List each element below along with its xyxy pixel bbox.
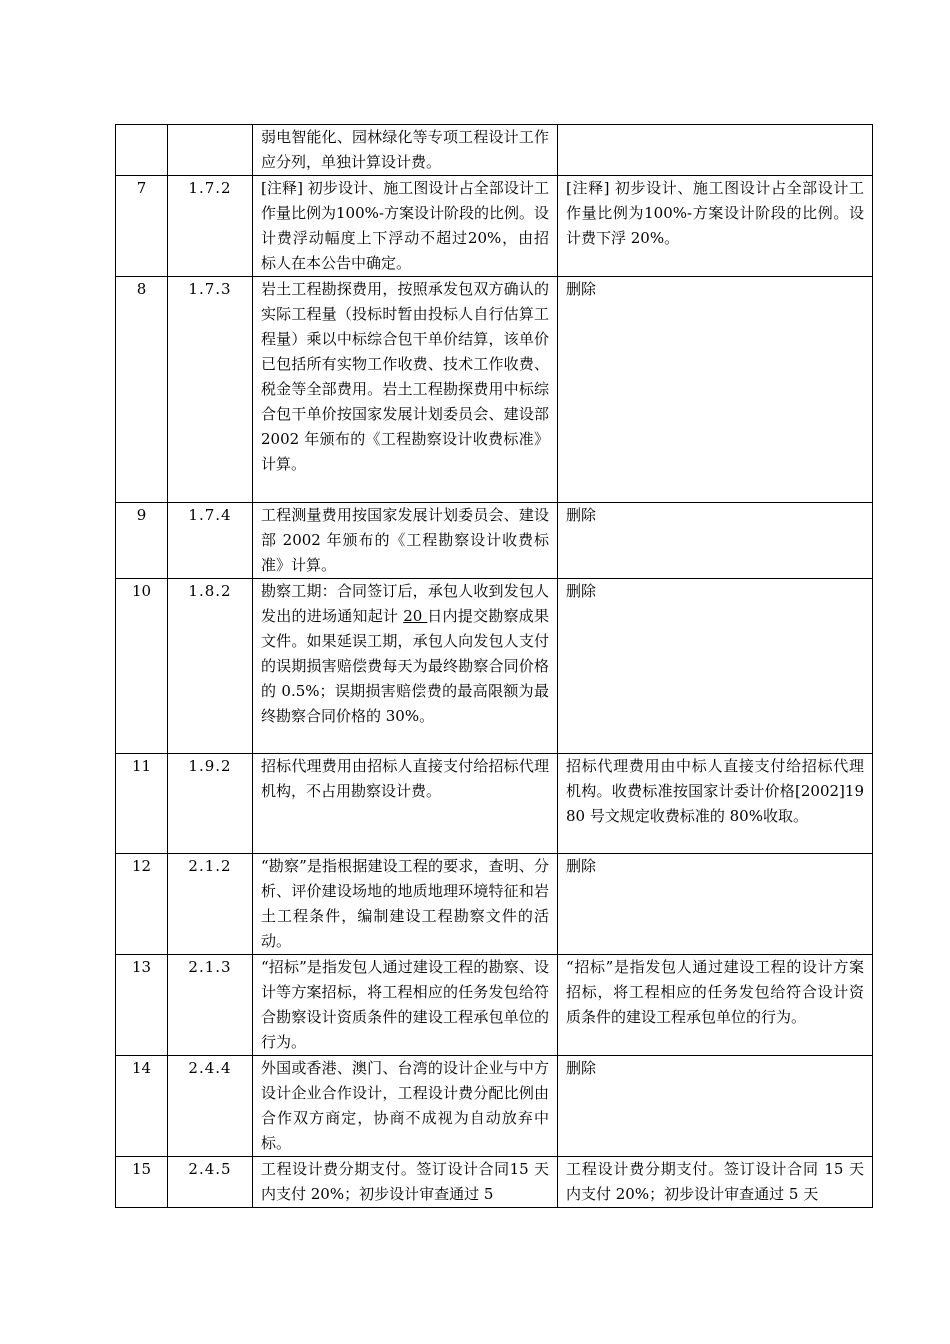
revised-text: 删除 [558, 503, 873, 579]
table-row [116, 955, 873, 1056]
table-row [116, 1056, 873, 1157]
revised-text: “招标”是指发包人通过建设工程的设计方案招标，将工程相应的任务发包给符合设计资质条件的建设工程承包单位的行为。 [558, 955, 873, 1056]
original-text: 弱电智能化、园林绿化等专项工程设计工作应分列，单独计算设计费。 [253, 125, 558, 176]
table-row [116, 579, 873, 754]
row-number: 12 [116, 854, 168, 955]
revised-text: 工程设计费分期支付。签订设计合同 15 天内支付 20%；初步设计审查通过 5 天 [558, 1157, 873, 1208]
revised-text: 删除 [558, 579, 873, 754]
table-row [116, 1157, 873, 1208]
revised-text: [注释] 初步设计、施工图设计占全部设计工作量比例为100%-方案设计阶段的比例。设计费下浮 20%。 [558, 176, 873, 277]
row-number: 14 [116, 1056, 168, 1157]
table-row [116, 125, 873, 176]
row-number: 13 [116, 955, 168, 1056]
revised-text: 删除 [558, 277, 873, 503]
original-text: 工程测量费用按国家发展计划委员会、建设部 2002 年颁布的《工程勘察设计收费标准》计算。 [253, 503, 558, 579]
original-text: “勘察”是指根据建设工程的要求，查明、分析、评价建设场地的地质地理环境特征和岩土工程条件，编制建设工程勘察文件的活动。 [253, 854, 558, 955]
clause-number: 2.1.2 [168, 854, 253, 955]
row-number: 7 [116, 176, 168, 277]
original-text: [注释] 初步设计、施工图设计占全部设计工作量比例为100%-方案设计阶段的比例。设计费浮动幅度上下浮动不超过20%，由招标人在本公告中确定。 [253, 176, 558, 277]
clause-number: 1.7.3 [168, 277, 253, 503]
row-number: 15 [116, 1157, 168, 1208]
original-text: 岩土工程勘探费用，按照承发包双方确认的实际工程量（投标时暂由投标人自行估算工程量）乘以中标综合包干单价结算，该单价已包括所有实物工作收费、技术工作收费、税金等全部费用。岩土工程勘探费用中标综合包干单价按国家发展计划委员会、建设部2002 年颁布的《工程勘察设计收费标准》计算。 [253, 277, 558, 503]
row-number: 8 [116, 277, 168, 503]
clause-number: 1.8.2 [168, 579, 253, 754]
revised-text: 删除 [558, 1056, 873, 1157]
table-row [116, 176, 873, 277]
original-text [253, 579, 558, 754]
row-number: 11 [116, 754, 168, 854]
revised-text: 招标代理费用由中标人直接支付给招标代理机构。收费标准按国家计委计价格[2002]1980 号文规定收费标准的 80%收取。 [558, 754, 873, 854]
row-number: 10 [116, 579, 168, 754]
original-text: 外国或香港、澳门、台湾的设计企业与中方设计企业合作设计，工程设计费分配比例由合作双方商定，协商不成视为自动放弃中标。 [253, 1056, 558, 1157]
clause-number [168, 125, 253, 176]
clause-number: 1.7.2 [168, 176, 253, 277]
table-row [116, 277, 873, 503]
clause-number: 2.4.5 [168, 1157, 253, 1208]
table-row [116, 854, 873, 955]
revised-text: 删除 [558, 854, 873, 955]
revised-text [558, 125, 873, 176]
table-row [116, 503, 873, 579]
original-text-part: 勘察工期：合同签订后，承包人收到发包人发出的进场通知起计 [261, 582, 549, 625]
clause-number: 1.7.4 [168, 503, 253, 579]
underlined-days: 20 [403, 607, 428, 625]
row-number [116, 125, 168, 176]
clause-revision-table [115, 124, 873, 1208]
clause-number: 2.4.4 [168, 1056, 253, 1157]
table-row [116, 754, 873, 854]
clause-number: 2.1.3 [168, 955, 253, 1056]
original-text-part: 日内提交勘察成果文件。如果延误工期，承包人向发包人支付的误期损害赔偿费每天为最终勘察合同价格的 0.5%；误期损害赔偿费的最高限额为最终勘察合同价格的 30%。 [261, 607, 549, 725]
original-text: “招标”是指发包人通过建设工程的勘察、设计等方案招标，将工程相应的任务发包给符合勘察设计资质条件的建设工程承包单位的行为。 [253, 955, 558, 1056]
original-text: 工程设计费分期支付。签订设计合同15 天内支付 20%；初步设计审查通过 5 [253, 1157, 558, 1208]
original-text: 招标代理费用由招标人直接支付给招标代理机构，不占用勘察设计费。 [253, 754, 558, 854]
clause-number: 1.9.2 [168, 754, 253, 854]
row-number: 9 [116, 503, 168, 579]
